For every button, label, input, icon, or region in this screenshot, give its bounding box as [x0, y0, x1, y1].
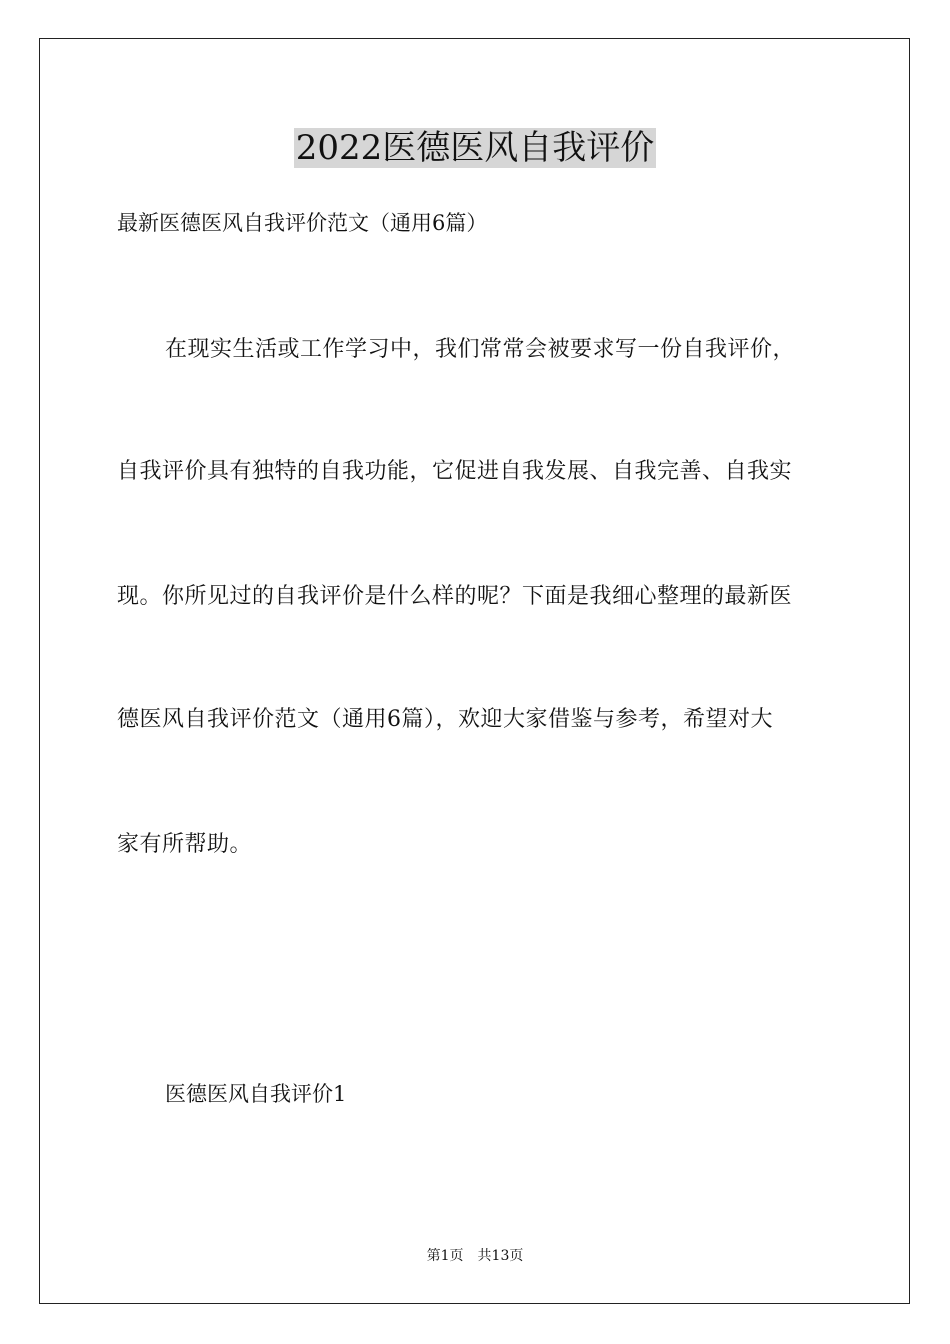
document-title — [0, 126, 950, 170]
section-heading: 医德医风自我评价1 — [165, 1082, 347, 1106]
document-subtitle: 最新医德医风自我评价范文（通用6篇） — [117, 211, 488, 235]
paragraph-line: 现。你所见过的自我评价是什么样的呢？下面是我细心整理的最新医 — [117, 584, 793, 609]
page-footer — [0, 1246, 950, 1266]
page-number: 第1页 — [426, 1248, 464, 1264]
page-total: 共13页 — [477, 1248, 524, 1264]
paragraph-line: 自我评价具有独特的自我功能，它促进自我发展、自我完善、自我实 — [117, 459, 793, 484]
paragraph-line: 在现实生活或工作学习中，我们常常会被要求写一份自我评价， — [165, 337, 796, 362]
document-title-text: 2022医德医风自我评价 — [295, 128, 655, 168]
paragraph-line: 德医风自我评价范文（通用6篇），欢迎大家借鉴与参考，希望对大 — [117, 707, 773, 732]
paragraph-line: 家有所帮助。 — [117, 832, 253, 857]
